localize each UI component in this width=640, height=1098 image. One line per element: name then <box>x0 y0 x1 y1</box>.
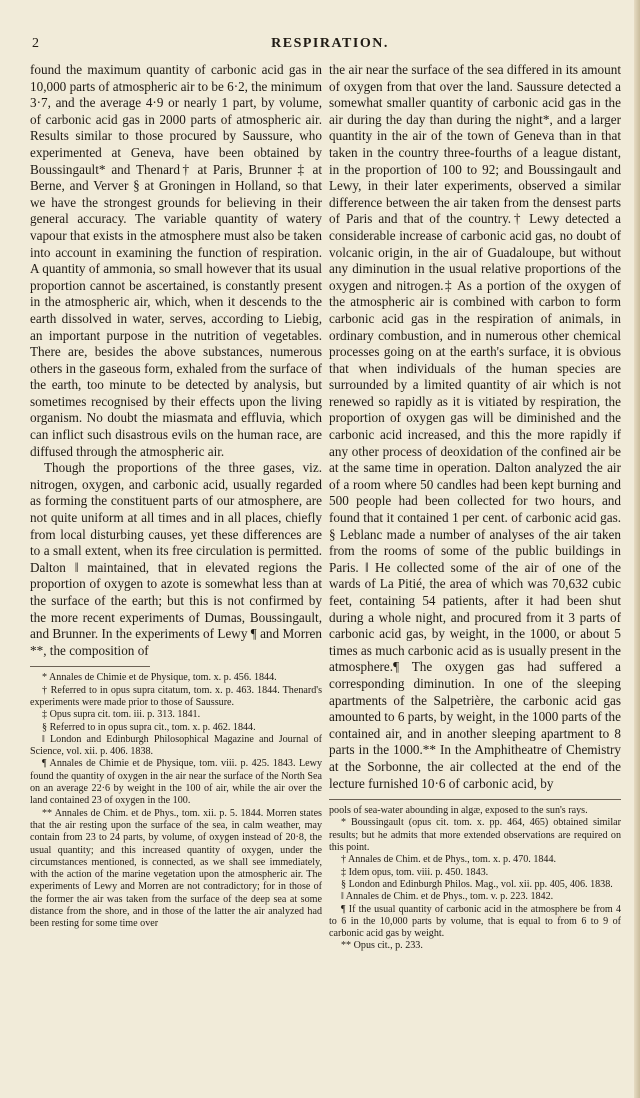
footnote: § London and Edinburgh Philos. Mag., vol. xii. pp. 405, 406. 1838. <box>341 878 613 890</box>
right-footnotes <box>329 805 621 953</box>
footnote: ‡ Opus supra cit. tom. iii. p. 313. 1841. <box>42 709 201 721</box>
footnote: ‖ Annales de Chim. et de Phys., tom. v. p. 223. 1842. <box>341 891 554 903</box>
footnote: * Boussingault (opus cit. tom. x. pp. 464, 465) obtained similar results; but he admits that more extended observations are required on this point. <box>329 817 621 854</box>
page-header <box>32 36 628 56</box>
footnote: ¶ If the usual quantity of carbonic acid in the atmosphere be from 4 to 6 in the 10,000 parts by volume, that is equal to from 6 to 9 of carbonic acid gas by weight. <box>329 903 621 940</box>
left-column <box>30 62 322 931</box>
footnote: ‖ London and Edinburgh Philosophical Magazine and Journal of Science, vol. xii. p. 406. 1838. <box>30 733 322 758</box>
right-body-text <box>329 62 621 792</box>
footnote: ** Opus cit., p. 233. <box>341 940 423 952</box>
footnote: ‡ Idem opus, tom. viii. p. 450. 1843. <box>341 866 489 878</box>
right-paragraph: the air near the surface of the sea differed in its amount of oxygen from that over the land. Saussure detected a somewhat smaller quantity of carbonic acid gas in the air during the day than during the night*, and a larger quantity in the air of the town of Geneva than in that taken in the country three-fourths of a league distant, in the proportion of 100 to 92; and Boussingault and Lewy, in their later experiments, observed a similar difference between the air taken from the densest parts of Paris and that of the country.† Lewy detected a considerable increase of carbonic acid gas, no doubt of volcanic origin, in the air of Guadaloupe, but without any diminution in the usual relative proportions of the oxygen and nitrogen.‡ As a portion of the oxygen of the atmospheric air is combined with carbon to form carbonic acid gas in the respiration of animals, in ordinary combustion, and in numerous other chemical processes going on at the earth's surface, it is obvious that when individuals of the human species are surrounded by a limited quantity of air which is not renewed so rapidly as it is vitiated by respiration, the proportion of oxygen gas will be diminished and the carbonic acid increased, and this the more rapidly if any other process of deoxidation of the confined air be at the same time in operation. Dalton analyzed the air of a room where 50 candles had been kept burning and 500 people had been collected for two hours, and found that it contained 1 per cent. of carbonic acid gas. § Leblanc made a number of analyses of the air taken from the rooms of some of the public buildings in Paris. ‖ He collected some of the air of one of the wards of La Pitié, the area of which was 70,632 cubic feet, containing 54 patients, after it had been shut during a whole night, and procured from it 3 parts of carbonic acid gas, by weight, in the 1000, or about 5 times as much carbonic acid as is usually present in the atmosphere.¶ The oxygen gas had suffered a corresponding diminution. In one of the sleeping apartments of the Salpetrière, the carbonic acid gas amounted to 6 parts, by weight, in the 1000 parts of the contained air, and in another sleeping apartment to 8 parts in the 1000.** In the Amphitheatre of Chemistry at the Sorbonne, the air collected at the end of the lecture furnished 10·6 of carbonic acid, by <box>329 62 621 791</box>
footnote-continuation: pools of sea-water abounding in algæ, exposed to the sun's rays. <box>329 805 588 817</box>
footnote: * Annales de Chimie et de Physique, tom. x. p. 456. 1844. <box>42 672 277 684</box>
footnote-rule <box>30 666 150 667</box>
footnote: § Referred to in opus supra cit., tom. x. p. 462. 1844. <box>42 721 256 733</box>
right-column <box>329 62 621 953</box>
page-number: 2 <box>32 36 40 51</box>
page-edge-shadow <box>634 0 640 1098</box>
footnote: ¶ Annales de Chimie et de Physique, tom. viii. p. 425. 1843. Lewy found the quantity of oxygen in the air near the surface of the North Sea on an average 22·6 by weight in the 100 of air, while the air over the land contained 23 of oxygen in the 100. <box>30 758 322 807</box>
footnote: † Referred to in opus supra citatum, tom. x. p. 463. 1844. Thenard's experiments were made prior to those of Saussure. <box>30 684 322 708</box>
footnote: ** Annales de Chim. et de Phys., tom. xii. p. 5. 1844. Morren states that the air resting upon the surface of the sea, in calm weather, may contain from 23 to 24 parts, by volume, of oxygen instead of 20·8, the usual quantity; and this increased quantity of oxygen, under the circumstances mentioned, is connected, as we shall see immediately, with the action of the marine vegetation upon the atmospheric air. The experiments of Lewy and Morren are not contradictory; for in those of the former the air was taken from the surface of the deep sea at some distance from the shore, and in those of the latter the air analyzed had been resting for some time over <box>30 807 322 930</box>
footnote-rule <box>329 799 621 800</box>
left-body-text <box>30 62 322 659</box>
running-head: RESPIRATION. <box>271 36 389 51</box>
left-paragraph: found the maximum quantity of carbonic acid gas in 10,000 parts of atmospheric air to be 6·2, the minimum 3·7, and the average 4·9 or nearly 1 part, by volume, of carbonic acid gas in 2000 parts of atmospheric air. Results similar to those procured by Saussure, who experimented at Geneva, have been obtained by Boussingault* and Thenard† at Paris, Brunner ‡ at Berne, and Verver § at Groningen in Holland, so that we have the strongest grounds for believing in their general accuracy. The variable quantity of watery vapour that exists in the atmosphere must also be taken into account in examining the function of respiration. A quantity of ammonia, so small however that its usual proportion cannot be ascertained, is constantly present in the atmospheric air, which, when it descends to the earth dissolved in water, serves, according to Liebig, an important purpose in the nutrition of vegetables. There are, besides the above substances, numerous others in the gaseous form, exhaled from the surface of the earth, too minute to be detected by analysis, but sometimes recognised by their effects upon the living organism. No doubt the miasmata and effluvia, which can inflict such disastrous evils on the human race, are diffused through the atmospheric air. <box>30 62 322 459</box>
footnote: † Annales de Chim. et de Phys., tom. x. p. 470. 1844. <box>341 854 557 866</box>
left-footnotes <box>30 672 322 930</box>
left-paragraph: Though the proportions of the three gases, viz. nitrogen, oxygen, and carbonic acid, usually regarded as forming the constituent parts of our atmosphere, are not quite uniform at all times and in all places, chiefly from local disturbing causes, yet these differences are to a small extent, when its free circulation is permitted. Dalton ‖ maintained, that in elevated regions the proportion of oxygen to azote is somewhat less than at the surface of the earth; but this is not confirmed by the more recent experiments of Dumas, Boussingault, and Brunner. In the experiments of Lewy ¶ and Morren **, the composition of <box>30 460 322 658</box>
